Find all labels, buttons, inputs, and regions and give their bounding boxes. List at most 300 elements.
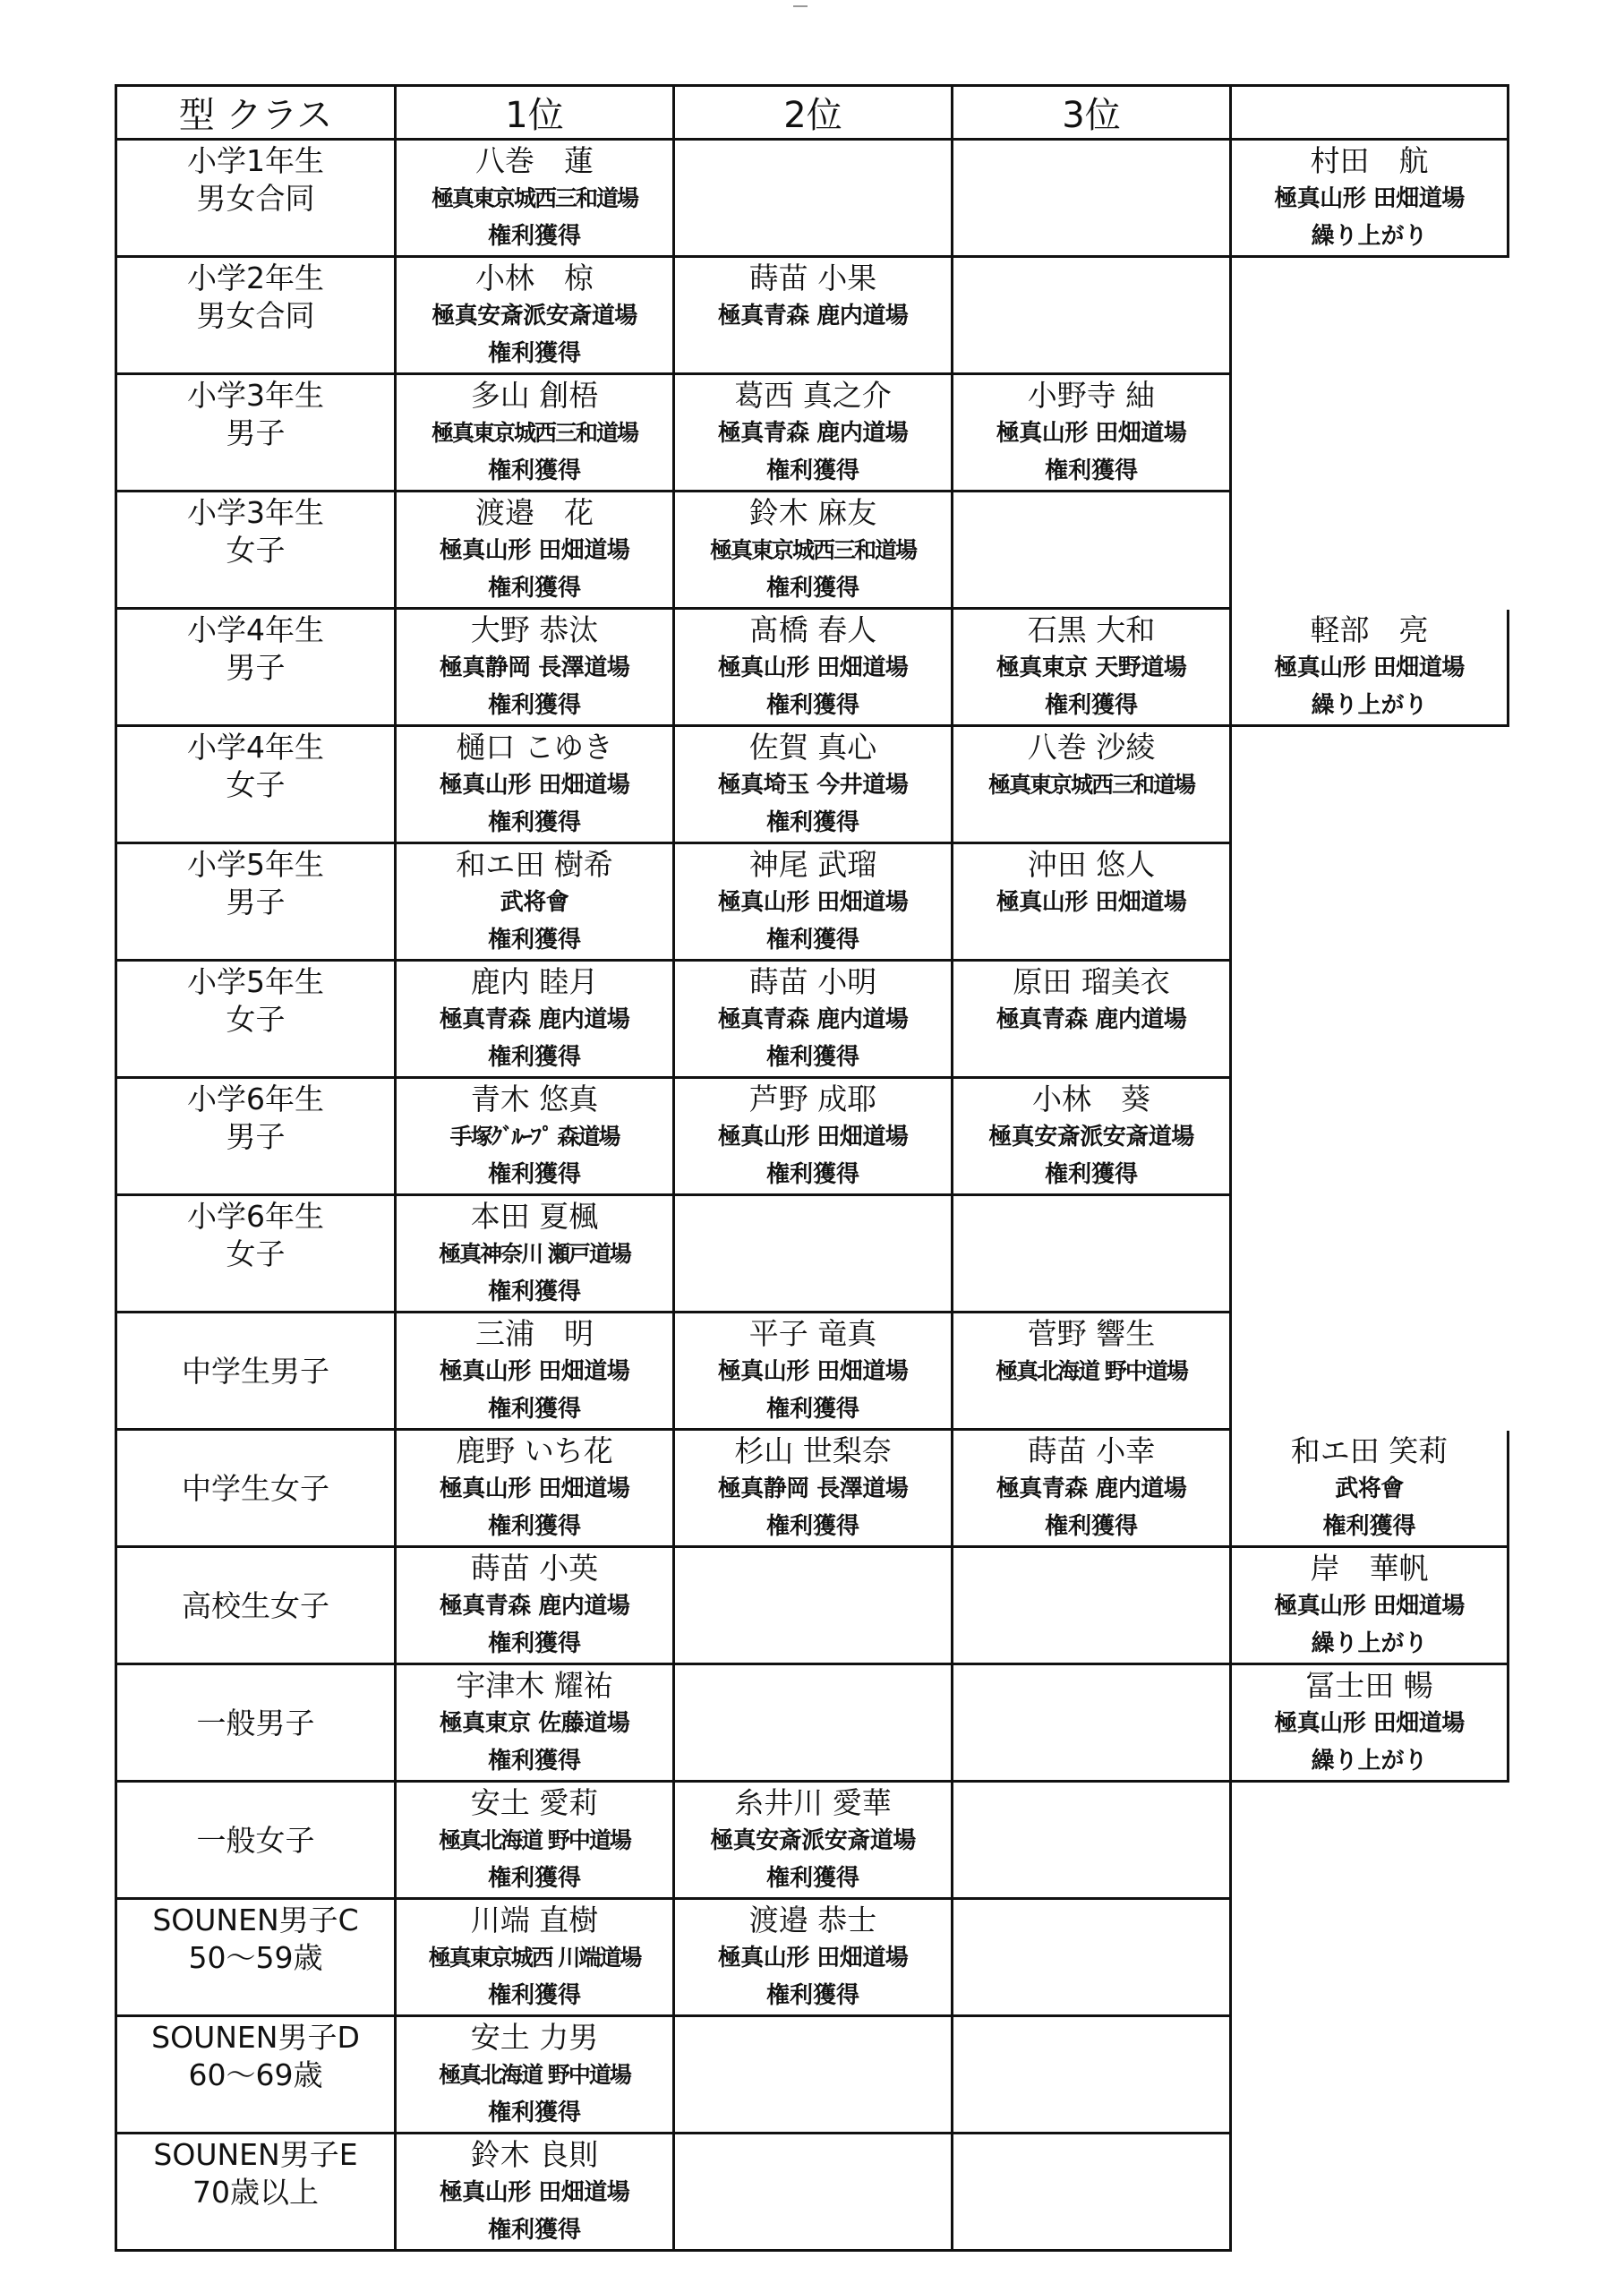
status-text: 権利獲得 <box>765 575 859 602</box>
extra-cell <box>1231 1430 1509 1547</box>
class-label: 小学5年生 <box>187 847 324 882</box>
entry <box>397 2134 672 2249</box>
entry <box>397 1900 672 2014</box>
class-cell <box>116 1195 396 1313</box>
header-place-1: 1位 <box>396 86 674 140</box>
dojo-name: 極真静岡 長澤道場 <box>439 654 630 681</box>
place-cell-1 <box>396 1782 674 1899</box>
place-cell-3 <box>953 1430 1231 1547</box>
table-row <box>116 609 1509 726</box>
status-text: 権利獲得 <box>487 223 581 250</box>
dojo-name: 極真山形 田畑道場 <box>439 772 630 799</box>
place-cell-3 <box>953 1547 1231 1664</box>
scan-mark <box>793 5 808 7</box>
entry <box>675 1079 951 1193</box>
status-text: 権利獲得 <box>765 1982 859 2009</box>
table-row <box>116 2134 1509 2251</box>
entry <box>397 844 672 959</box>
extra-cell-empty <box>1231 1195 1509 1313</box>
place-cell-1 <box>396 609 674 726</box>
athlete-name: 本田 夏楓 <box>470 1199 599 1234</box>
status-text: 権利獲得 <box>487 1865 581 1892</box>
athlete-name: 軽部 亮 <box>1310 612 1429 647</box>
place-cell-3 <box>953 609 1231 726</box>
class-label: SOUNEN男子E <box>153 2137 358 2172</box>
athlete-name: 鹿野 いち花 <box>456 1433 613 1468</box>
entry <box>1232 141 1507 255</box>
athlete-name: 原田 瑠美衣 <box>1013 964 1170 999</box>
class-cell <box>116 257 396 374</box>
status-text: 権利獲得 <box>765 1044 859 1071</box>
table-row <box>116 374 1509 492</box>
status-text: 繰り上がり <box>1311 1630 1428 1657</box>
place-cell-3 <box>953 1899 1231 2016</box>
class-cell <box>116 140 396 257</box>
athlete-name: 杉山 世梨奈 <box>734 1433 892 1468</box>
place-cell-3 <box>953 2016 1231 2134</box>
athlete-name: 石黒 大和 <box>1027 612 1156 647</box>
class-cell <box>116 1664 396 1782</box>
class-cell <box>116 1782 396 1899</box>
class-label: 男子 <box>226 885 286 919</box>
place-cell-2 <box>674 1078 953 1195</box>
class-cell <box>116 726 396 843</box>
class-label: 60～69歳 <box>188 2057 323 2092</box>
dojo-name: 極真山形 田畑道場 <box>717 654 909 681</box>
dojo-name: 極真安斎派安斎道場 <box>988 1124 1194 1150</box>
athlete-name: 佐賀 真心 <box>748 730 877 765</box>
entry <box>397 1665 672 1780</box>
dojo-name: 極真埼玉 今井道場 <box>717 772 909 799</box>
status-text: 権利獲得 <box>487 2100 581 2126</box>
athlete-name: 蒔苗 小英 <box>470 1551 599 1586</box>
status-text: 権利獲得 <box>487 1396 581 1423</box>
place-cell-3 <box>953 726 1231 843</box>
table-row <box>116 1547 1509 1664</box>
athlete-name: 小林 椋 <box>475 261 594 295</box>
place-cell-1 <box>396 1547 674 1664</box>
status-text: 権利獲得 <box>765 692 859 719</box>
class-cell <box>116 1899 396 2016</box>
entry <box>397 727 672 842</box>
class-cell <box>116 961 396 1078</box>
dojo-name: 極真東京城西 川端道場 <box>428 1945 641 1971</box>
entry <box>397 962 672 1076</box>
place-cell-1 <box>396 1195 674 1313</box>
extra-cell <box>1231 1547 1509 1664</box>
dojo-name: 極真東京城西三和道場 <box>431 185 637 211</box>
class-label: 一般女子 <box>196 1823 315 1858</box>
place-cell-2 <box>674 1313 953 1430</box>
athlete-name: 小林 葵 <box>1032 1082 1150 1116</box>
table-row <box>116 1899 1509 2016</box>
place-cell-1 <box>396 843 674 961</box>
dojo-name: 極真安斎派安斎道場 <box>432 303 637 329</box>
class-label: 男女合同 <box>196 181 315 216</box>
class-cell <box>116 1430 396 1547</box>
entry <box>397 492 672 607</box>
status-text: 権利獲得 <box>765 458 859 484</box>
class-label: 一般男子 <box>196 1706 315 1740</box>
status-text: 権利獲得 <box>765 1396 859 1423</box>
extra-cell-empty <box>1231 492 1509 609</box>
status-text: 権利獲得 <box>487 1279 581 1305</box>
athlete-name: 和エ田 樹希 <box>456 847 613 882</box>
table-row <box>116 961 1509 1078</box>
status-text: 権利獲得 <box>487 1161 581 1188</box>
athlete-name: 渡邉 花 <box>475 495 594 530</box>
class-label: 小学2年生 <box>187 261 324 295</box>
place-cell-3 <box>953 2134 1231 2251</box>
header-row <box>116 86 1509 140</box>
status-text: 権利獲得 <box>1044 1513 1138 1540</box>
entry <box>953 844 1229 921</box>
place-cell-2 <box>674 374 953 492</box>
dojo-name: 極真東京 天野道場 <box>996 654 1187 681</box>
extra-cell <box>1231 140 1509 257</box>
extra-cell-empty <box>1231 1782 1509 1899</box>
athlete-name: 蒔苗 小果 <box>748 261 877 295</box>
place-cell-3 <box>953 843 1231 961</box>
place-cell-2 <box>674 1899 953 2016</box>
table-row <box>116 1782 1509 1899</box>
entry <box>953 1431 1229 1545</box>
dojo-name: 極真東京 佐藤道場 <box>439 1710 630 1737</box>
athlete-name: 蒔苗 小幸 <box>1027 1433 1156 1468</box>
dojo-name: 極真青森 鹿内道場 <box>717 420 909 447</box>
class-cell <box>116 843 396 961</box>
class-label: 女子 <box>226 1236 286 1271</box>
status-text: 権利獲得 <box>487 458 581 484</box>
status-text: 権利獲得 <box>487 692 581 719</box>
table-row <box>116 843 1509 961</box>
entry <box>397 258 672 372</box>
table-row <box>116 1664 1509 1782</box>
place-cell-3 <box>953 1664 1231 1782</box>
dojo-name: 極真東京城西三和道場 <box>987 772 1194 798</box>
status-text: 権利獲得 <box>487 927 581 954</box>
entry <box>675 1431 951 1545</box>
dojo-name: 極真山形 田畑道場 <box>717 1945 909 1971</box>
place-cell-2 <box>674 492 953 609</box>
dojo-name: 極真静岡 長澤道場 <box>717 1475 909 1502</box>
athlete-name: 沖田 悠人 <box>1027 847 1156 882</box>
entry <box>675 727 951 842</box>
dojo-name: 極真青森 鹿内道場 <box>996 1475 1187 1502</box>
place-cell-1 <box>396 374 674 492</box>
place-cell-3 <box>953 374 1231 492</box>
status-text: 権利獲得 <box>765 1513 859 1540</box>
class-label: SOUNEN男子D <box>151 2020 360 2055</box>
dojo-name: 極真山形 田畑道場 <box>996 420 1187 447</box>
dojo-name: 極真神奈川 瀬戸道場 <box>439 1241 630 1267</box>
status-text: 権利獲得 <box>765 1161 859 1188</box>
place-cell-2 <box>674 140 953 257</box>
entry <box>675 258 951 335</box>
athlete-name: 八巻 蓮 <box>475 143 594 178</box>
athlete-name: 鈴木 麻友 <box>748 495 877 530</box>
entry <box>675 375 951 490</box>
class-label: 50～59歳 <box>188 1940 323 1975</box>
athlete-name: 菅野 響生 <box>1027 1316 1156 1351</box>
class-label: 小学6年生 <box>187 1082 324 1116</box>
place-cell-3 <box>953 961 1231 1078</box>
entry <box>1232 1548 1507 1663</box>
athlete-name: 三浦 明 <box>475 1316 594 1351</box>
athlete-name: 糸井川 愛華 <box>734 1785 892 1820</box>
class-cell <box>116 1078 396 1195</box>
class-cell <box>116 1313 396 1430</box>
dojo-name: 極真青森 鹿内道場 <box>717 303 909 329</box>
place-cell-1 <box>396 140 674 257</box>
status-text: 権利獲得 <box>765 927 859 954</box>
athlete-name: 和エ田 笑莉 <box>1290 1433 1449 1468</box>
class-label: 小学6年生 <box>187 1199 324 1234</box>
athlete-name: 樋口 こゆき <box>456 730 613 765</box>
place-cell-2 <box>674 1195 953 1313</box>
class-cell <box>116 609 396 726</box>
class-label: 小学5年生 <box>187 964 324 999</box>
entry <box>397 2017 672 2132</box>
class-label: 男子 <box>226 650 286 685</box>
dojo-name: 極真山形 田畑道場 <box>439 1475 630 1502</box>
place-cell-2 <box>674 1547 953 1664</box>
status-text: 権利獲得 <box>487 575 581 602</box>
dojo-name: 手塚ｸﾞﾙｰﾌﾟ 森道場 <box>449 1124 620 1150</box>
athlete-name: 平子 竜真 <box>748 1316 877 1351</box>
status-text: 権利獲得 <box>1044 1161 1138 1188</box>
place-cell-3 <box>953 140 1231 257</box>
place-cell-3 <box>953 1313 1231 1430</box>
dojo-name: 極真山形 田畑道場 <box>996 889 1187 916</box>
place-cell-3 <box>953 257 1231 374</box>
table-row <box>116 1313 1509 1430</box>
dojo-name: 極真山形 田畑道場 <box>439 2179 630 2206</box>
athlete-name: 岸 華帆 <box>1310 1551 1429 1586</box>
place-cell-1 <box>396 257 674 374</box>
entry <box>953 375 1229 490</box>
class-label: 中学生女子 <box>182 1471 329 1506</box>
entry <box>953 962 1229 1039</box>
status-text: 権利獲得 <box>1044 458 1138 484</box>
status-text: 繰り上がり <box>1311 1748 1428 1775</box>
place-cell-1 <box>396 492 674 609</box>
place-cell-1 <box>396 726 674 843</box>
athlete-name: 神尾 武瑠 <box>748 847 877 882</box>
extra-cell <box>1231 609 1509 726</box>
place-cell-1 <box>396 2134 674 2251</box>
place-cell-2 <box>674 726 953 843</box>
athlete-name: 小野寺 紬 <box>1027 378 1156 413</box>
place-cell-2 <box>674 843 953 961</box>
entry <box>397 375 672 490</box>
status-text: 繰り上がり <box>1311 223 1428 250</box>
dojo-name: 極真青森 鹿内道場 <box>439 1593 630 1620</box>
athlete-name: 安土 力男 <box>470 2020 599 2055</box>
dojo-name: 極真山形 田畑道場 <box>1274 1593 1465 1620</box>
dojo-name: 極真山形 田畑道場 <box>1274 185 1465 212</box>
athlete-name: 葛西 真之介 <box>734 378 892 413</box>
extra-cell-empty <box>1231 2134 1509 2251</box>
entry <box>1232 610 1507 724</box>
entry <box>397 1079 672 1193</box>
place-cell-1 <box>396 1430 674 1547</box>
class-label: 中学生男子 <box>182 1354 329 1389</box>
dojo-name: 武将會 <box>500 889 569 916</box>
athlete-name: 鹿内 睦月 <box>470 964 599 999</box>
extra-cell-empty <box>1231 2016 1509 2134</box>
status-text: 権利獲得 <box>1044 692 1138 719</box>
dojo-name: 極真北海道 野中道場 <box>996 1358 1187 1384</box>
athlete-name: 鈴木 良則 <box>470 2137 599 2172</box>
athlete-name: 冨士田 暢 <box>1305 1668 1433 1703</box>
extra-cell-empty <box>1231 1899 1509 2016</box>
entry <box>397 1783 672 1897</box>
entry <box>397 1313 672 1428</box>
status-text: 権利獲得 <box>487 1044 581 1071</box>
class-cell <box>116 492 396 609</box>
place-cell-1 <box>396 961 674 1078</box>
class-label: 女子 <box>226 533 286 568</box>
entry <box>675 1900 951 2014</box>
entry <box>953 1313 1229 1390</box>
table-row <box>116 1078 1509 1195</box>
dojo-name: 極真東京城西三和道場 <box>431 420 637 446</box>
class-label: 高校生女子 <box>182 1588 329 1623</box>
status-text: 権利獲得 <box>487 340 581 367</box>
athlete-name: 八巻 沙綾 <box>1027 730 1156 765</box>
entry <box>397 141 672 255</box>
entry <box>1232 1431 1507 1545</box>
place-cell-1 <box>396 1313 674 1430</box>
place-cell-2 <box>674 961 953 1078</box>
header-place-3: 3位 <box>953 86 1231 140</box>
athlete-name: 村田 航 <box>1310 143 1429 178</box>
dojo-name: 極真山形 田畑道場 <box>439 537 630 564</box>
entry <box>397 610 672 724</box>
athlete-name: 渡邉 恭士 <box>748 1903 877 1937</box>
entry <box>675 1313 951 1428</box>
extra-cell-empty <box>1231 374 1509 492</box>
status-text: 権利獲得 <box>487 1513 581 1540</box>
dojo-name: 極真東京城西三和道場 <box>709 537 916 563</box>
dojo-name: 極真山形 田畑道場 <box>717 1124 909 1150</box>
header-extra <box>1231 86 1509 140</box>
class-label: 小学1年生 <box>187 143 324 178</box>
athlete-name: 青木 悠真 <box>470 1082 599 1116</box>
dojo-name: 極真山形 田畑道場 <box>717 1358 909 1385</box>
extra-cell-empty <box>1231 726 1509 843</box>
class-label: 男子 <box>226 415 286 450</box>
place-cell-2 <box>674 1664 953 1782</box>
place-cell-1 <box>396 1664 674 1782</box>
class-label: 女子 <box>226 767 286 802</box>
class-cell <box>116 2016 396 2134</box>
entry <box>675 962 951 1076</box>
status-text: 権利獲得 <box>765 1865 859 1892</box>
place-cell-1 <box>396 1078 674 1195</box>
class-cell <box>116 374 396 492</box>
class-cell <box>116 1547 396 1664</box>
status-text: 権利獲得 <box>765 809 859 836</box>
entry <box>675 610 951 724</box>
dojo-name: 極真山形 田畑道場 <box>1274 654 1465 681</box>
place-cell-2 <box>674 257 953 374</box>
class-label: 小学4年生 <box>187 612 324 647</box>
entry <box>675 492 951 607</box>
class-label: 男女合同 <box>196 298 315 333</box>
table-row <box>116 1430 1509 1547</box>
athlete-name: 蒔苗 小明 <box>748 964 877 999</box>
athlete-name: 川端 直樹 <box>470 1903 599 1937</box>
table-row <box>116 140 1509 257</box>
table-row <box>116 1195 1509 1313</box>
entry <box>953 727 1229 804</box>
place-cell-1 <box>396 1899 674 2016</box>
place-cell-3 <box>953 1195 1231 1313</box>
class-label: 男子 <box>226 1119 286 1154</box>
class-label: 小学4年生 <box>187 730 324 765</box>
table-row <box>116 492 1509 609</box>
extra-cell-empty <box>1231 843 1509 961</box>
dojo-name: 極真青森 鹿内道場 <box>996 1006 1187 1033</box>
class-label: 小学3年生 <box>187 378 324 413</box>
class-label: SOUNEN男子C <box>152 1903 359 1937</box>
place-cell-1 <box>396 2016 674 2134</box>
entry <box>675 844 951 959</box>
dojo-name: 武将會 <box>1335 1475 1404 1502</box>
place-cell-3 <box>953 1782 1231 1899</box>
dojo-name: 極真安斎派安斎道場 <box>710 1827 916 1854</box>
entry <box>953 610 1229 724</box>
place-cell-2 <box>674 2016 953 2134</box>
entry <box>1232 1665 1507 1780</box>
dojo-name: 極真山形 田畑道場 <box>439 1358 630 1385</box>
dojo-name: 極真山形 田畑道場 <box>1274 1710 1465 1737</box>
status-text: 権利獲得 <box>487 1982 581 2009</box>
dojo-name: 極真青森 鹿内道場 <box>717 1006 909 1033</box>
athlete-name: 芦野 成耶 <box>748 1082 877 1116</box>
table-row <box>116 257 1509 374</box>
status-text: 権利獲得 <box>1322 1513 1416 1540</box>
status-text: 権利獲得 <box>487 1748 581 1775</box>
extra-cell-empty <box>1231 961 1509 1078</box>
entry <box>953 1079 1229 1193</box>
athlete-name: 宇津木 耀祐 <box>456 1668 613 1703</box>
place-cell-3 <box>953 492 1231 609</box>
status-text: 権利獲得 <box>487 2217 581 2244</box>
extra-cell-empty <box>1231 1078 1509 1195</box>
athlete-name: 髙橋 春人 <box>748 612 877 647</box>
class-label: 小学3年生 <box>187 495 324 530</box>
results-table <box>115 84 1509 2252</box>
status-text: 権利獲得 <box>487 809 581 836</box>
entry <box>397 1548 672 1663</box>
extra-cell-empty <box>1231 257 1509 374</box>
class-cell <box>116 2134 396 2251</box>
entry <box>675 1783 951 1897</box>
dojo-name: 極真山形 田畑道場 <box>717 889 909 916</box>
place-cell-2 <box>674 2134 953 2251</box>
athlete-name: 安土 愛莉 <box>470 1785 599 1820</box>
table-row <box>116 2016 1509 2134</box>
extra-cell <box>1231 1664 1509 1782</box>
header-place-2: 2位 <box>674 86 953 140</box>
dojo-name: 極真北海道 野中道場 <box>439 2062 630 2088</box>
place-cell-2 <box>674 609 953 726</box>
class-label: 70歳以上 <box>192 2175 319 2210</box>
athlete-name: 多山 創梧 <box>470 378 599 413</box>
